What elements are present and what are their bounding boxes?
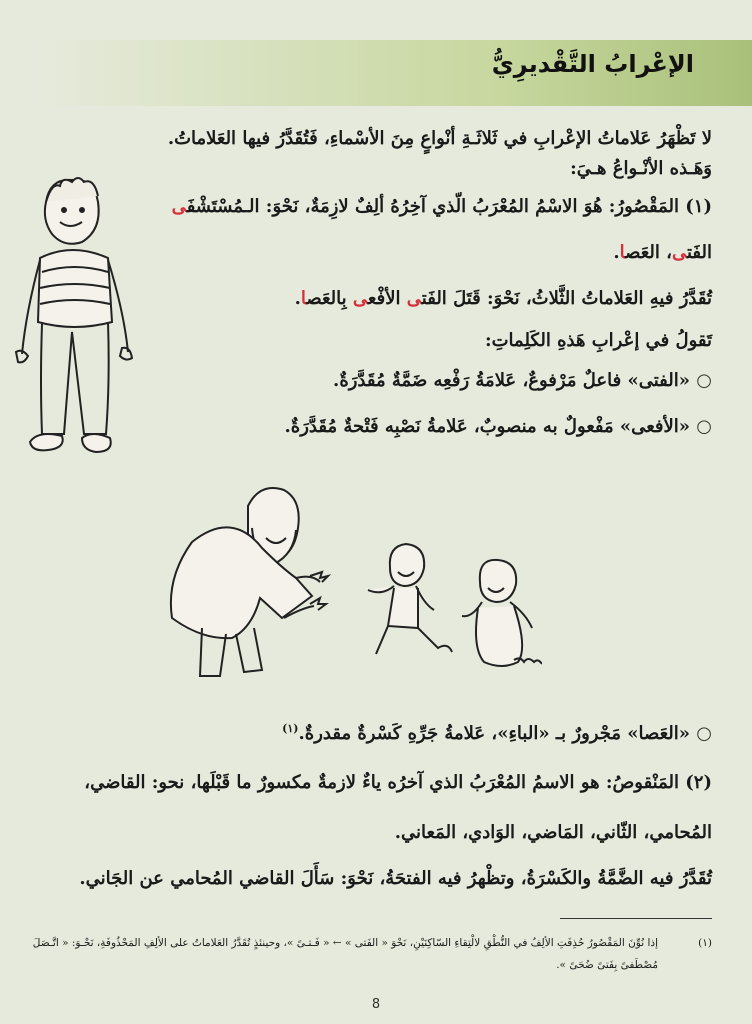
bullet-circle: ○ (696, 370, 712, 391)
intro-line: لا تَظْهَرُ عَلاماتُ الإعْرابِ في ثَلاثَـةِ أنْواعٍ مِنَ الأسْماءِ، فَتُقَدَّرُ فيها العَلاماتُ. (167, 128, 712, 149)
taqul-line: تَقولُ في إعْرابِ هَذهِ الكَلِماتِ: (484, 330, 712, 351)
example-dot: . (613, 242, 620, 263)
example-mustashfa: الـمُسْتَشْفَ (186, 196, 260, 217)
footnote-number: (١) (698, 937, 712, 949)
sentence-fata-ending: ى (406, 288, 422, 309)
bullet-afa-text: «الأفعى» مَفْعولٌ به منصوبٌ، عَلامةُ نَصْبِه فَتْحةٌ مُقَدَّرَةٌ. (284, 416, 690, 437)
page-number: 8 (371, 997, 381, 1012)
boy-illustration (12, 172, 136, 472)
footnote-reference: (١) (282, 722, 299, 735)
example-fata-ending: ى (671, 242, 687, 263)
bullet-afa (285, 412, 713, 442)
example-mustashfa-ending: ى (171, 196, 187, 217)
bullet-circle: ○ (696, 723, 712, 744)
bullet-asa-text: «العَصا» مَجْرورٌ بـ «الباءِ»، عَلامةُ جَرِّهِ كَسْرةٌ مقدرةٌ. (298, 723, 690, 744)
page-title: الإعْرابُ التَّقْديرِيُّ (491, 50, 694, 78)
example-fata: الفَت (686, 242, 712, 263)
taqaddar-text: تُقَدَّرُ فيهِ العَلاماتُ الثَّلاثُ، نَحْوَ: قَتَلَ (446, 288, 712, 309)
maqsur-definition (172, 192, 712, 222)
bullet-asa (282, 714, 712, 749)
example-separator: ، (659, 242, 672, 263)
footnote-line-2: مُصْطَفىً بِفَتىً ضُحَىً ». (556, 959, 658, 971)
manqus-definition: (٢) المَنْقوصُ: هو الاسمُ المُعْرَبُ الذي آخرُه ياءٌ لازمةٌ مكسورٌ ما قَبْلَها، نحو: القاضي، (84, 772, 712, 793)
footnote-line-1: إذا نُوِّنَ المَقْصُورُ حُذِفَتِ الألِفُ في النُّطْقِ لالْتِقاءِ السّاكِنَيْنِ، نَحْوَ « الفَتى » ← « فَـتـىً »، وحينئذٍ تُقَدَّرُ العَلاماتُ على الألِفِ المَحْذُوفَةِ، نَحْـوَ: « اتَّـصَلَ (32, 937, 658, 949)
bullet-circle: ○ (696, 416, 712, 437)
maqsur-examples (613, 238, 712, 268)
sentence-asa-ending: ا (300, 288, 307, 309)
taqaddar-example (295, 284, 712, 314)
maqsur-definition-text: (١) المَقْصُورُ: هُوَ الاسْمُ المُعْرَبُ الّذي آخِرُهُ ألِفٌ لازِمَةٌ، نَحْوَ: (265, 196, 712, 217)
bullet-fata (333, 366, 712, 396)
sentence-afa: الأفْع (367, 288, 401, 309)
old-man-children-illustration (162, 478, 542, 682)
sentence-bilasa: بِالعَص (306, 288, 353, 309)
sentence-dot: . (294, 288, 301, 309)
manqus-taqdir: تُقَدَّرُ فيه الضَّمَّةُ والكَسْرَةُ، وتظْهرُ فيه الفتحَةُ، نَحْوَ: سَأَلَ القاضي المُحامي عن الجَاني. (79, 868, 712, 889)
manqus-examples: المُحامي، الثّاني، المَاضي، الوَادي، المَعاني. (394, 822, 712, 843)
example-asa: العَص (625, 242, 660, 263)
bullet-fata-text: «الفتى» فاعلٌ مَرْفوعٌ، عَلامَةُ رَفْعِه ضَمَّةٌ مُقَدَّرَةٌ. (333, 370, 690, 391)
sentence-fata: الفَت (421, 288, 447, 309)
sentence-afa-ending: ى (352, 288, 368, 309)
example-asa-ending: ا (619, 242, 626, 263)
footnote-rule (560, 918, 712, 919)
types-line: وَهَـذه الأنْـواعُ هـيَ: (570, 158, 712, 179)
